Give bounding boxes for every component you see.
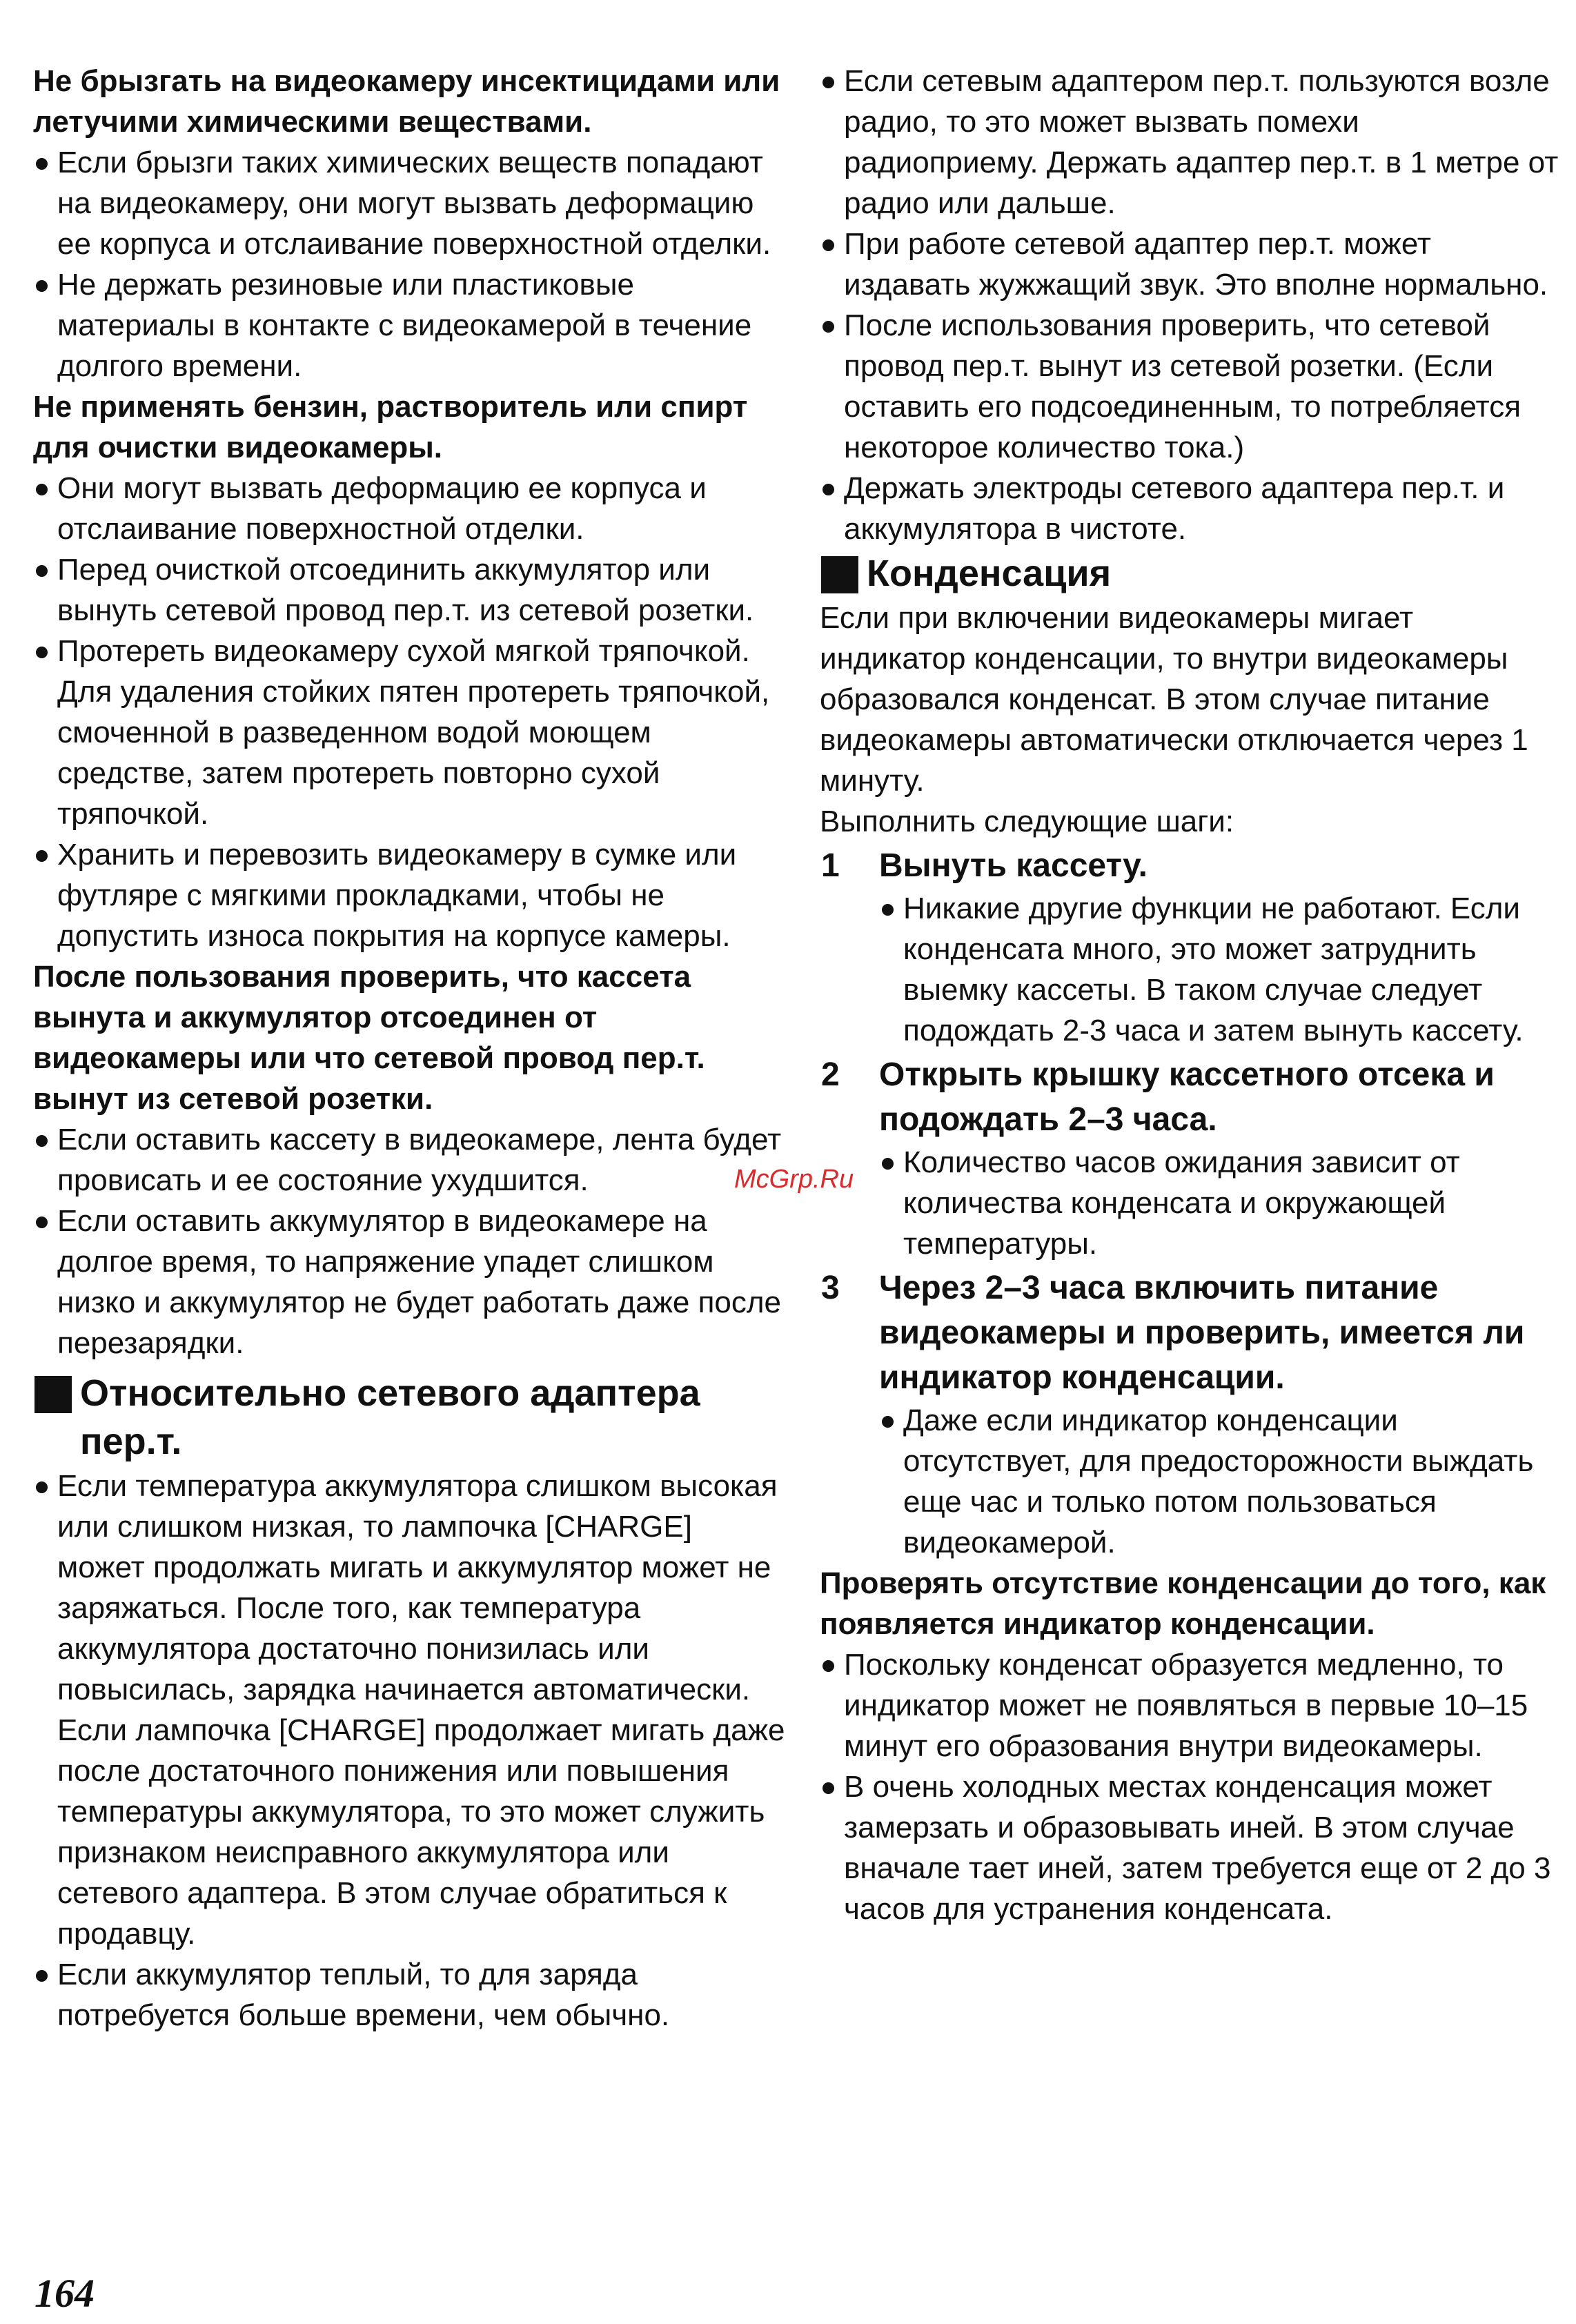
left-column (33, 61, 785, 2036)
list-item: Если сетевым адаптером пер.т. пользуются возле радио, то это может вызвать помехи радиоприему. Держать адаптер пер.т. в 1 метре от радио или дальше. (820, 61, 1562, 224)
step-text: Вынуть кассету. (879, 847, 1147, 884)
section-ac-adaptor (33, 1369, 785, 1466)
list-item: Поскольку конденсат образуется медленно, то индикатор может не появляться в первые 10–15 минут его образования внутри видеокамеры. (820, 1644, 1562, 1766)
step-text: Через 2–3 часа включить питание видеокамеры и проверить, имеется ли индикатор конденсации. (879, 1270, 1525, 1396)
list-item: Держать электроды сетевого адаптера пер.т. и аккумулятора в чистоте. (820, 468, 1562, 549)
list-item: Количество часов ожидания зависит от количества конденсата и окружающей температуры. (879, 1142, 1562, 1264)
step-3 (820, 1266, 1562, 1400)
list-item: Если оставить кассету в видеокамере, лента будет провисать и ее состояние ухудшится. (33, 1119, 785, 1201)
list-item: Никакие другие функции не работают. Если конденсата много, это может затруднить выемку кассеты. В таком случае следует подождать 2-3 часа и затем вынуть кассету. (879, 888, 1562, 1051)
list-item: Если оставить аккумулятор в видеокамере на долгое время, то напряжение упадет слишком низко и аккумулятор не будет работать даже после перезарядки. (33, 1201, 785, 1363)
heading-after-use: После пользования проверить, что кассета вынута и аккумулятор отсоединен от видеокамеры или что сетевой провод пер.т. вынут из сетевой розетки. (33, 960, 705, 1116)
list-item: В очень холодных местах конденсация может замерзать и образовывать иней. В этом случае вначале тает иней, затем требуется еще от 2 до 3 часов для устранения конденсата. (820, 1766, 1562, 1929)
section-title: Относительно сетевого адаптера пер.т. (80, 1372, 700, 1462)
heading-check-condensation: Проверять отсутствие конденсации до того, как появляется индикатор конденсации. (820, 1566, 1546, 1641)
condensation-intro: Если при включении видеокамеры мигает индикатор конденсации, то внутри видеокамеры образовался конденсат. В этом случае питание видеокамеры автоматически отключается через 1 минуту. (820, 601, 1528, 798)
right-column (820, 61, 1562, 1929)
section-condensation (820, 549, 1562, 598)
list-item: Перед очисткой отсоединить аккумулятор или вынуть сетевой провод пер.т. из сетевой розетки. (33, 549, 785, 631)
heading-cleaning: Не применять бензин, растворитель или спирт для очистки видеокамеры. (33, 390, 748, 464)
list-item: Они могут вызвать деформацию ее корпуса и отслаивание поверхностной отделки. (33, 468, 785, 549)
list-item: При работе сетевой адаптер пер.т. может издавать жужжащий звук. Это вполне нормально. (820, 224, 1562, 305)
list-item: После использования проверить, что сетевой провод пер.т. вынут из сетевой розетки. (Если оставить его подсоединенным, то потребляется некоторое количество тока.) (820, 305, 1562, 468)
list-item: Если температура аккумулятора слишком высокая или слишком низкая, то лампочка [CHARGE] может продолжать мигать и аккумулятор может не заряжаться. После того, как температура аккумулятора достаточно понизилась или повысилась, зарядка начинается автоматически. Если лампочка [CHARGE] продолжает мигать даже после достаточного понижения или повышения температуры аккумулятора, то это может служить признаком неисправного аккумулятора или сетевого адаптера. В этом случае обратиться к продавцу. (33, 1466, 785, 1954)
section-marker (35, 1376, 72, 1413)
step-1 (820, 843, 1562, 888)
list-item: Если аккумулятор теплый, то для заряда потребуется больше времени, чем обычно. (33, 1954, 785, 2036)
watermark: McGrp.Ru (734, 1165, 854, 1194)
step-number: 1 (821, 847, 840, 884)
section-title: Конденсация (867, 553, 1112, 594)
section-marker (821, 556, 858, 593)
list-item: Хранить и перевозить видеокамеру в сумке или футляре с мягкими прокладками, чтобы не допустить износа покрытия на корпусе камеры. (33, 834, 785, 956)
list-item: Не держать резиновые или пластиковые материалы в контакте с видеокамерой в течение долгого времени. (33, 264, 785, 386)
step-text: Открыть крышку кассетного отсека и подождать 2–3 часа. (879, 1056, 1495, 1138)
list-item: Протереть видеокамеру сухой мягкой тряпочкой. Для удаления стойких пятен протереть тряпочкой, смоченной в разведенном водой моющем средстве, затем протереть повторно сухой тряпочкой. (33, 631, 785, 834)
list-item: Даже если индикатор конденсации отсутствует, для предосторожности выждать еще час и только потом пользоваться видеокамерой. (879, 1400, 1562, 1563)
page-number: 164 (35, 2271, 95, 2316)
step-2 (820, 1052, 1562, 1142)
list-item: Если брызги таких химических веществ попадают на видеокамеру, они могут вызвать деформацию ее корпуса и отслаивание поверхностной отделки. (33, 142, 785, 264)
step-number: 3 (821, 1270, 840, 1306)
step-number: 2 (821, 1056, 840, 1093)
heading-insecticides: Не брызгать на видеокамеру инсектицидами или летучими химическими веществами. (33, 64, 780, 139)
steps-intro: Выполнить следующие шаги: (820, 805, 1234, 838)
